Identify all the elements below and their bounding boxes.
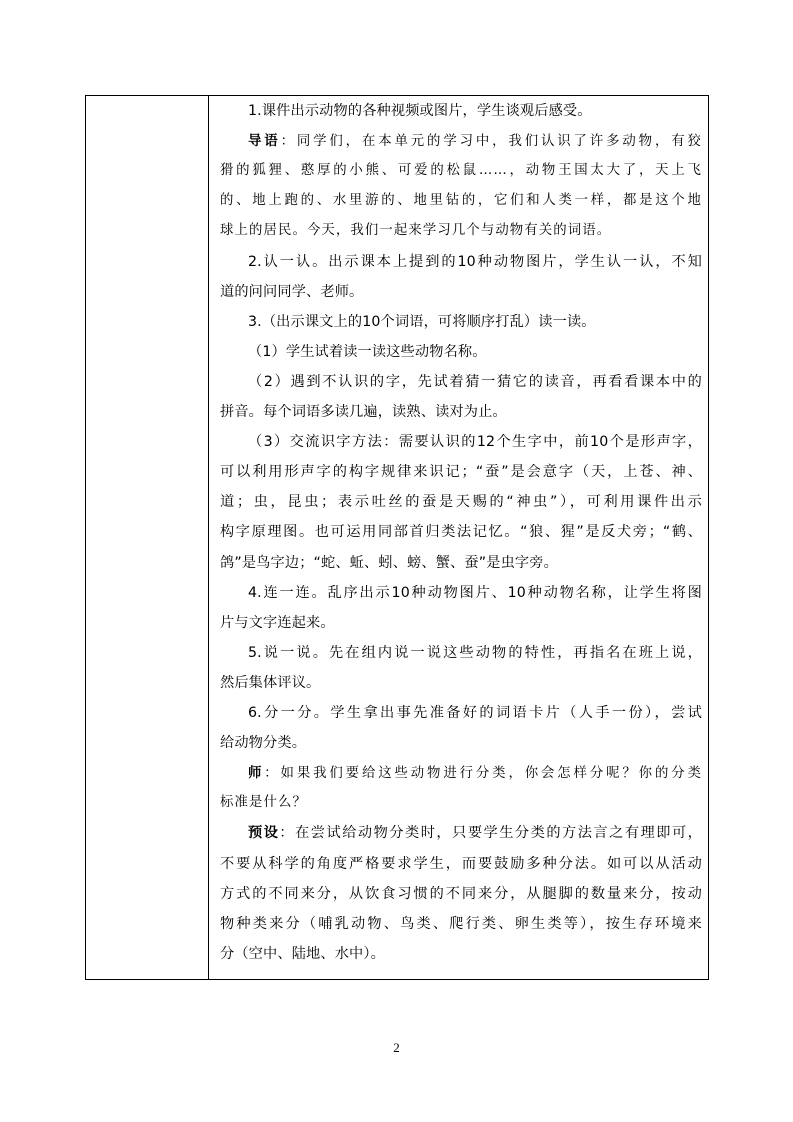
text-line: 的、地上跑的、水里游的、地里钻的，它们和人类一样，都是这个地 [220,193,702,209]
label-yushe: 预设 [248,825,280,842]
text-line: （3）交流识字方法：需要认识的12个生字中，前10个是形声字， [248,434,702,451]
text-line: 4.连一连。乱序出示10种动物图片、10种动物名称，让学生将图 [248,584,702,601]
text-line: 物种类来分（哺乳动物、鸟类、爬行类、卵生类等），按生存环境来 [220,915,702,932]
text-line: 可以利用形声字的构字规律来识记；“蚕”是会意字（天，上苍、神、 [220,464,702,481]
text-line: 道的问问同学、老师。 [220,283,364,300]
label-shi: 师 [248,765,265,782]
text-line: 2.认一认。出示课本上提到的10种动物图片，学生认一认，不知 [248,253,702,270]
text-line: 标准是什么？ [220,795,307,811]
text-line: 方式的不同来分，从饮食习惯的不同来分，从腿脚的数量来分，按动 [220,885,702,902]
text-line: 5.说一说。先在组内说一说这些动物的特性，再指名在班上说， [248,644,702,661]
lesson-table [85,95,709,980]
text-line: 片与文字连起来。 [220,614,335,631]
text-line: 给动物分类。 [220,735,307,752]
text-line: 预设：在尝试给动物分类时，只要学生分类的方法言之有理即可， [248,825,702,842]
text-line: 球上的居民。今天，我们一起来学习几个与动物有关的词语。 [220,223,612,239]
text-line: 道；虫，昆虫；表示吐丝的蚕是天赐的“神虫”），可利用课件出示 [220,494,702,511]
text-line: 3.（出示课文上的10个词语，可将顺序打乱）读一读。 [248,313,596,330]
text-line: 6.分一分。学生拿出事先准备好的词语卡片（人手一份），尝试 [248,705,702,721]
label-daoyu: 导语 [248,133,281,150]
page-number: 2 [393,1040,400,1055]
text-line: 然后集体评议。 [220,674,321,691]
text-line: 师：如果我们要给这些动物进行分类，你会怎样分呢？你的分类 [248,765,702,782]
text-line: 构字原理图。也可运用同部首归类法记忆。“狼、猩”是反犬旁；“鹤、 [220,524,702,541]
text-line: （2）遇到不认识的字，先试着猜一猜它的读音，再看看课本中的 [248,373,702,390]
text-line: 拼音。每个词语多读几遍，读熟、读对为止。 [220,404,507,420]
text-line: 鸽”是鸟字边；“蛇、蚯、蚓、螃、蟹、蚕”是虫字旁。 [220,554,558,571]
text-line: 分（空中、陆地、水中）。 [220,945,385,962]
text-line: 不要从科学的角度严格要求学生，而要鼓励多种分法。如可以从活动 [220,855,702,872]
text-line: 导语：同学们，在本单元的学习中，我们认识了许多动物，有狡 [248,133,702,150]
text-line: （1）学生试着读一读这些动物名称。 [248,343,487,360]
text-line: 1.课件出示动物的各种视频或图片，学生谈观后感受。 [248,103,592,119]
text-line: 猾的狐狸、憨厚的小熊、可爱的松鼠……，动物王国太大了，天上飞 [220,163,702,179]
table-left-cell [86,96,209,979]
table-content-cell [210,96,708,979]
